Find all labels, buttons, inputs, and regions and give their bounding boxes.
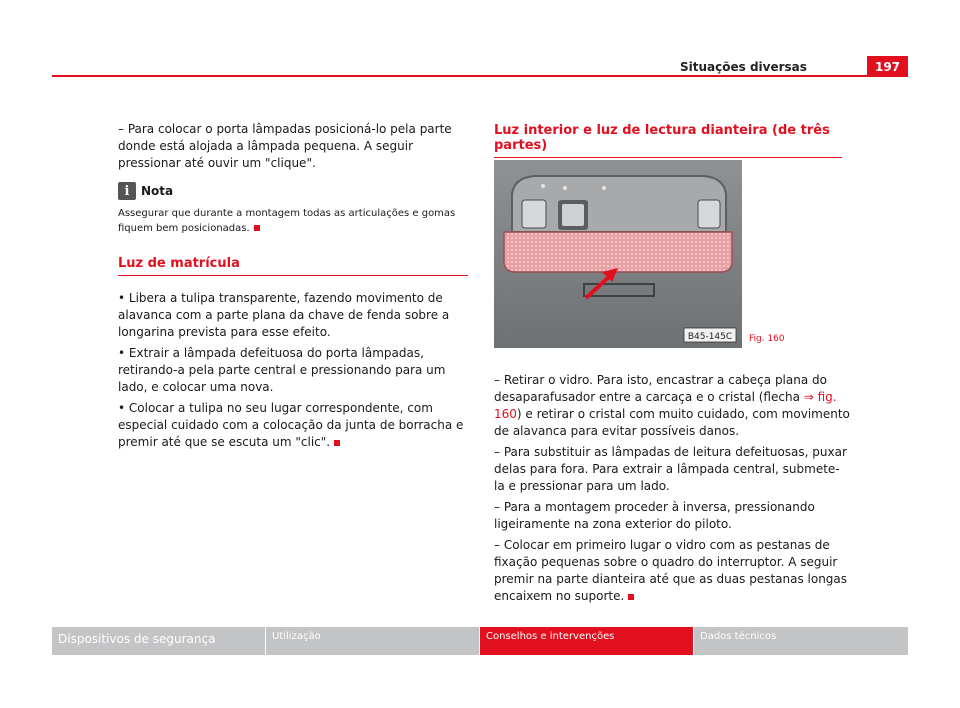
end-mark-icon [628, 594, 634, 600]
info-icon: i [118, 182, 136, 200]
heading-luz-interior: Luz interior e luz de lectura dianteira (de três partes) [494, 123, 842, 158]
matricula-instructions [118, 290, 470, 455]
end-mark-icon [334, 440, 340, 446]
bullet-3: • Colocar a tulipa no seu lugar correspondente, com especial cuidado com a colocação da junta de borracha e premir até que se escuta um "clic". [118, 401, 464, 449]
note-header [118, 182, 470, 200]
section-title: Situações diversas [680, 60, 807, 74]
figure-code: B45-145C [687, 332, 733, 342]
page-number: 197 [867, 56, 908, 77]
bullet-1: • Libera a tulipa transparente, fazendo movimento de alavanca com a parte plana da chave de fenda sobre a longarina prevista para esse efeito. [118, 291, 450, 339]
fig-link[interactable]: ⇒ fig. 160 [494, 390, 837, 421]
left-intro-block [118, 121, 470, 236]
step-4: – Colocar em primeiro lugar o vidro com as pestanas de fixação pequenas sobre o quadro do interruptor. A seguir premir na parte dianteira até que as duas pestanas longas encaixem no suporte. [494, 538, 848, 603]
header-rule [52, 75, 908, 77]
figure-interior-light [494, 160, 742, 348]
step-3: – Para a montagem proceder à inversa, pressionando ligeiramente na zona exterior do piloto. [494, 500, 815, 531]
interior-light-photo [494, 160, 742, 348]
footer-tab-dados[interactable]: Dados técnicos [694, 627, 908, 655]
footer-tab-seguranca[interactable]: Dispositivos de segurança [52, 627, 265, 655]
interior-light-instructions [494, 372, 850, 609]
heading-luz-matricula: Luz de matrícula [118, 256, 468, 276]
step-2: – Para substituir as lâmpadas de leitura defeituosas, puxar delas para fora. Para extrair a lâmpada central, submete-la e pressionar para um lado. [494, 445, 847, 493]
step-1: – Retirar o vidro. Para isto, encastrar a cabeça plana do desaparafusador entre a carcaça e o cristal (flecha ⇒ fig. 160) e retirar o cristal com muito cuidado, com movimento de alavanca para evitar possíveis danos. [494, 373, 850, 438]
bullet-2: • Extrair a lâmpada defeituosa do porta lâmpadas, retirando-a pela parte central e pressionando para um lado, e colocar uma nova. [118, 346, 446, 394]
end-mark-icon [254, 225, 260, 231]
footer-tab-utilizacao[interactable]: Utilização [266, 627, 479, 655]
figure-caption: Fig. 160 [749, 334, 785, 344]
note-title: Nota [141, 183, 174, 198]
intro-paragraph: – Para colocar o porta lâmpadas posicioná-lo pela parte donde está alojada a lâmpada pequena. A seguir pressionar até ouvir um "clique". [118, 122, 452, 170]
footer-tab-conselhos[interactable]: Conselhos e intervenções [480, 627, 693, 655]
note-text: Assegurar que durante a montagem todas as articulações e gomas fiquem bem posicionadas. [118, 208, 456, 234]
